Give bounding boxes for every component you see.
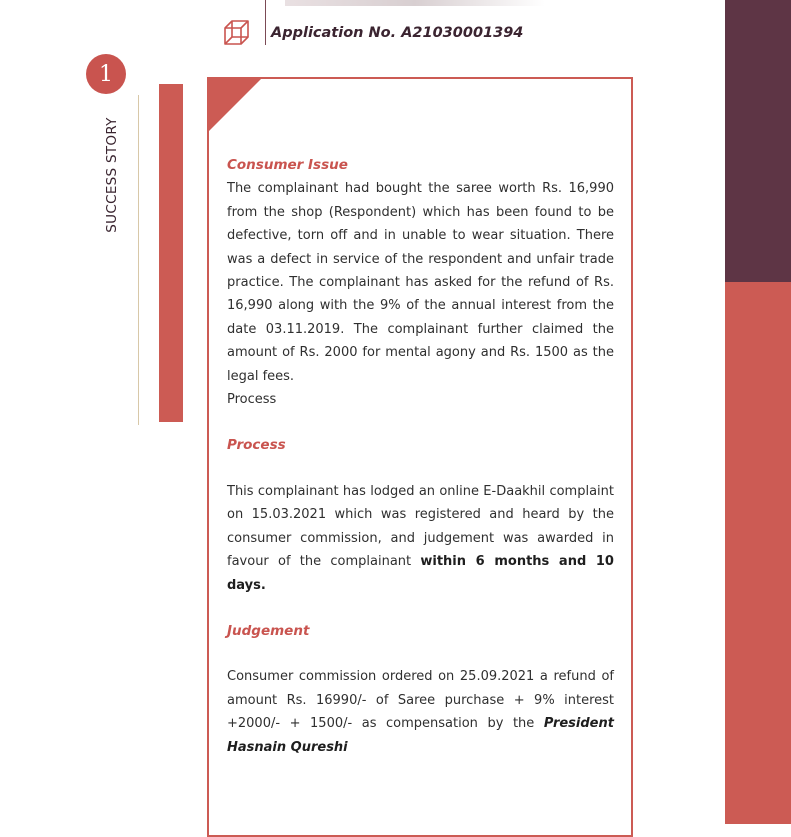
box-icon xyxy=(222,18,252,48)
accent-bar xyxy=(159,84,183,422)
judgement-body: Consumer commission ordered on 25.09.2021 a refund of amount Rs. 16990/- of Saree purchase + 9% interest +2000/- + 1500/- as compensation by the xyxy=(227,669,614,732)
application-number: Application No. A21030001394 xyxy=(271,25,524,41)
consumer-issue-trailing: Process xyxy=(227,392,277,408)
right-dark-band xyxy=(725,0,791,282)
process-text xyxy=(227,480,614,597)
card-corner-accent xyxy=(209,79,261,131)
right-accent-band xyxy=(725,282,791,824)
sidebar-line xyxy=(138,95,139,425)
header-divider xyxy=(265,0,266,45)
consumer-issue-heading: Consumer Issue xyxy=(227,157,348,173)
top-cropped-heading xyxy=(285,0,545,6)
judgement-heading: Judgement xyxy=(227,622,310,639)
story-content xyxy=(227,154,614,759)
story-number-badge: 1 xyxy=(86,54,126,94)
process-body: This complainant has lodged an online E-Daakhil complaint on 15.03.2021 which was registered and heard by the consumer commission, and judgement was awarded in favour of the complainant xyxy=(227,483,614,570)
success-story-label: SUCCESS STORY xyxy=(104,117,120,233)
process-duration: within 6 months and 10 days. xyxy=(227,554,614,593)
judgement-text xyxy=(227,665,614,759)
consumer-issue-text: The complainant had bought the saree worth Rs. 16,990 from the shop (Respondent) which has been found to be defective, torn off and in unable to wear situation. There was a defect in service of the respondent and unfair trade practice. The complainant has asked for the refund of Rs. 16,990 along with the 9% of the annual interest from the date 03.11.2019. The complainant further claimed the amount of Rs. 2000 for mental agony and Rs. 1500 as the legal fees. xyxy=(227,181,614,384)
judgement-president: President Hasnain Qureshi xyxy=(227,716,614,755)
process-heading: Process xyxy=(227,437,286,454)
